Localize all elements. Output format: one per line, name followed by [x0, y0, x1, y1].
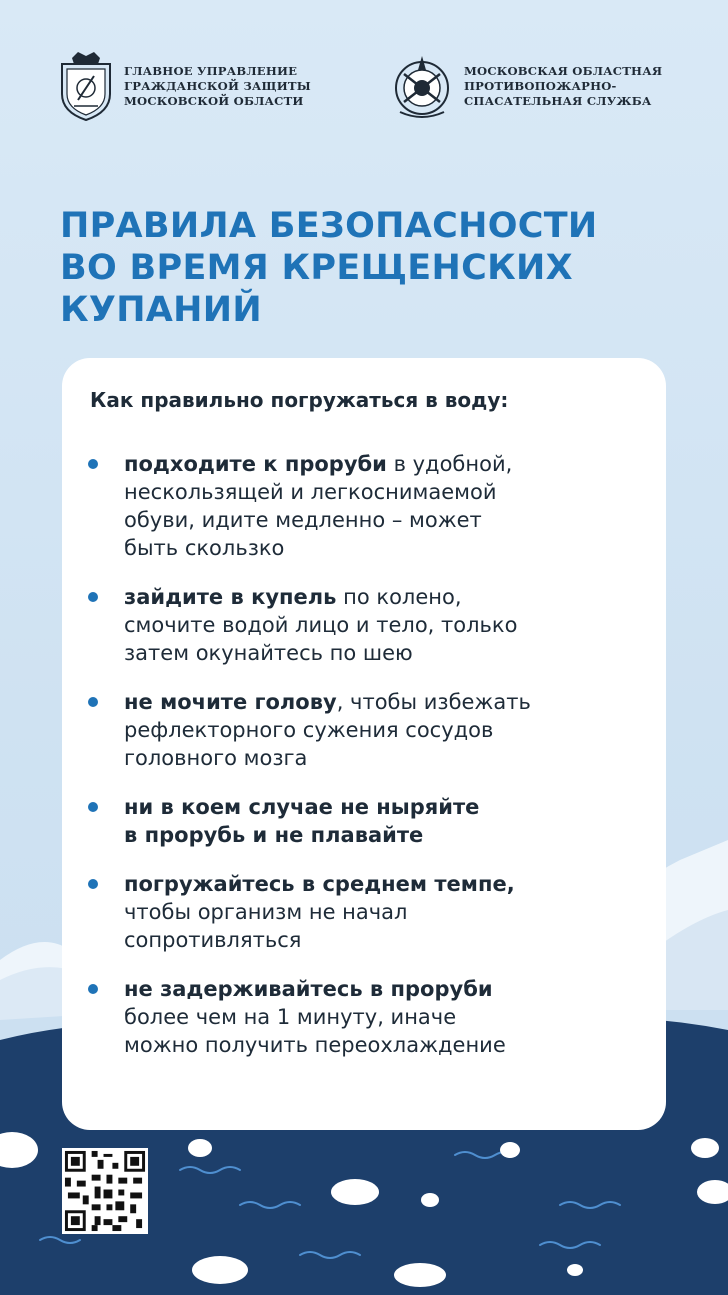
bullet-icon — [88, 879, 98, 889]
moscow-region-coat-of-arms-icon — [58, 50, 114, 122]
rule-bold: подходите к проруби — [124, 452, 387, 476]
title-line-2: ВО ВРЕМЯ КРЕЩЕНСКИХ — [60, 248, 573, 288]
rules-card — [62, 358, 666, 1130]
rule-line: чтобы организм не начал — [124, 900, 408, 924]
rule-line: обуви, идите медленно – может — [124, 508, 482, 532]
header — [0, 50, 728, 150]
right-org-line-1: МОСКОВСКАЯ ОБЛАСТНАЯ — [464, 63, 663, 78]
page-title — [60, 205, 680, 331]
rule-line: затем окунайтесь по шею — [124, 641, 413, 665]
rule-bold: зайдите в купель — [124, 585, 337, 609]
title-line-1: ПРАВИЛА БЕЗОПАСНОСТИ — [60, 206, 598, 246]
org-gu-gz-mo — [58, 50, 311, 122]
rule-item — [86, 688, 646, 772]
bullet-icon — [88, 592, 98, 602]
left-org-line-3: МОСКОВСКОЙ ОБЛАСТИ — [124, 93, 304, 108]
rules-list — [86, 450, 646, 1080]
qr-code-icon[interactable] — [62, 1148, 148, 1234]
rule-bold: погружайтесь в среднем темпе, — [124, 872, 515, 896]
rule-line: смочите водой лицо и тело, только — [124, 613, 518, 637]
rule-line: нескользящей и легкоснимаемой — [124, 480, 497, 504]
rule-item — [86, 583, 646, 667]
card-heading: Как правильно погружаться в воду: — [90, 388, 509, 412]
rule-item — [86, 975, 646, 1059]
rule-line: рефлекторного сужения сосудов — [124, 718, 494, 742]
bullet-icon — [88, 984, 98, 994]
right-org-line-2: ПРОТИВОПОЖАРНО- — [464, 78, 617, 93]
rule-rest: в удобной, — [386, 452, 513, 476]
rule-bold: в прорубь и не плавайте — [124, 823, 424, 847]
rule-line: быть скользко — [124, 536, 285, 560]
title-line-3: КУПАНИЙ — [60, 290, 262, 330]
rule-line: головного мозга — [124, 746, 308, 770]
left-org-line-1: ГЛАВНОЕ УПРАВЛЕНИЕ — [124, 63, 298, 78]
fire-rescue-emblem-icon — [390, 50, 454, 122]
rule-bold: не мочите голову — [124, 690, 337, 714]
bullet-icon — [88, 697, 98, 707]
rule-rest: по колено, — [336, 585, 462, 609]
rule-line: можно получить переохлаждение — [124, 1033, 506, 1057]
rule-line: сопротивляться — [124, 928, 302, 952]
rule-bold: не задерживайтесь в проруби — [124, 977, 493, 1001]
rule-rest: , чтобы избежать — [336, 690, 531, 714]
right-org-line-3: СПАСАТЕЛЬНАЯ СЛУЖБА — [464, 93, 652, 108]
rule-bold: ни в коем случае не ныряйте — [124, 795, 480, 819]
rule-item — [86, 870, 646, 954]
org-mopss — [390, 50, 662, 122]
left-org-line-2: ГРАЖДАНСКОЙ ЗАЩИТЫ — [124, 78, 311, 93]
bullet-icon — [88, 802, 98, 812]
rule-item — [86, 450, 646, 562]
bullet-icon — [88, 459, 98, 469]
rule-line: более чем на 1 минуту, иначе — [124, 1005, 457, 1029]
rule-item — [86, 793, 646, 849]
